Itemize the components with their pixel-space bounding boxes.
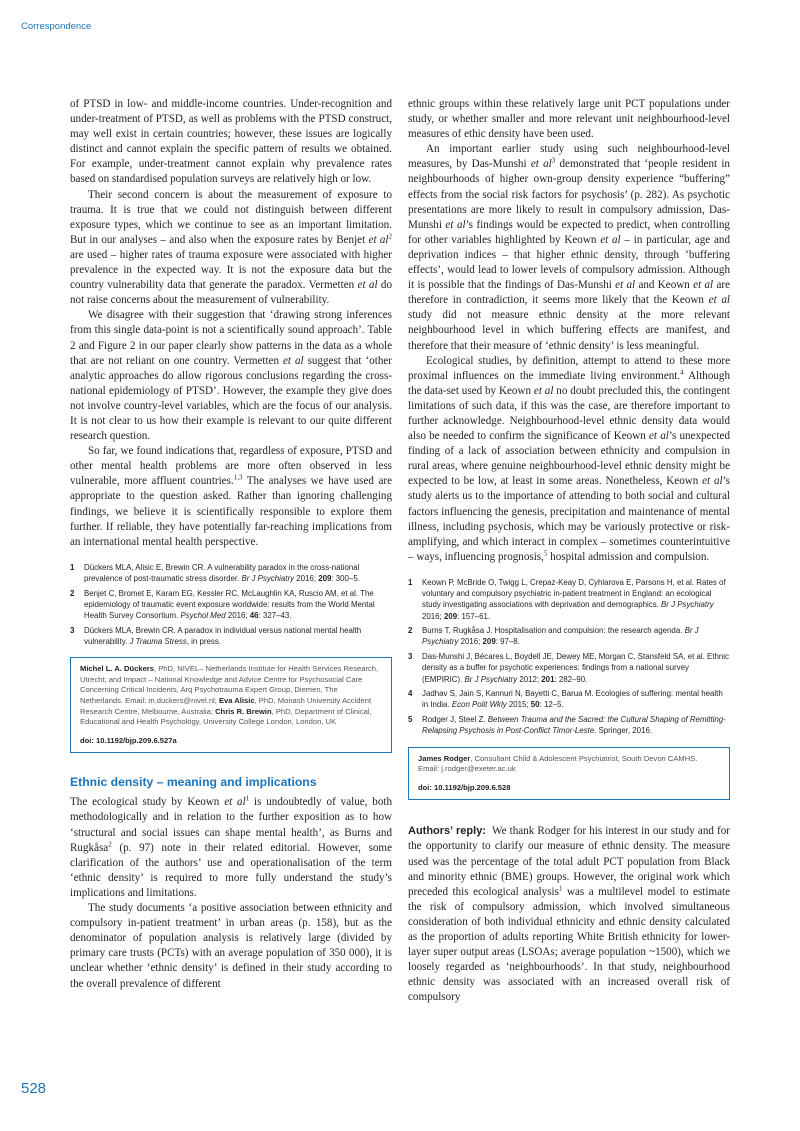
page-number: 528 xyxy=(21,1080,47,1097)
left-paragraph-1: of PTSD in low- and middle-income countries. Under-recognition and under-treatment of PTSD, as well as problems with the PTSD construct, may well exist in certain countries; however, these issues are logically distinct and cannot explain the specific pattern of results we obtained. For example, under-treatment cannot explain why prevalence rates based on standardised population surveys are relatively high or low. xyxy=(70,98,392,186)
author-affiliation-box xyxy=(408,747,730,801)
doi-label: doi: 10.1192/bjp.209.6.528 xyxy=(418,782,511,792)
reference-item: 2 Burns T, Rugkåsa J. Hospitalisation and compulsion: the research agenda. Br J Psychiatry 2016; 209: 97–8. xyxy=(408,626,699,647)
author-affiliations: James Rodger, Consultant Child & Adolescent Psychiatrist, South Devon CAMHS. Email: j.rodger@exeter.ac.uk xyxy=(418,753,698,774)
reference-item: 4 Jadhav S, Jain S, Kannuri N, Bayetti C, Barua M. Ecologies of suffering: mental health in India. Econ Polit Wkly 2015; 50: 12–5. xyxy=(408,689,723,710)
reference-item: 1 Keown P, McBride O, Twigg L, Crepaz-Keay D, Cyhlarova E, Parsons H, et al. Rates of voluntary and compulsory psychiatric in-patient treatment in England: an ecological study investigating associations with deprivation and demographics. Br J Psychiatry 2016; 209: 157–61. xyxy=(408,577,726,621)
doi-label: doi: 10.1192/bjp.209.6.527a xyxy=(80,735,177,745)
right-paragraph-3: Ecological studies, by definition, attempt to attend to these more proximal influences on the immediate living environment.$^4$ Although the data-set used by Keown et al no doubt precluded this, the contingent limitations of such data, if this was the case, are therefore important to further acknowledge. Neighbourhood-level ethnic density data would also be needed to confirm the significance of Keown et al’s unexpected finding of a lack of association between ethnicity and compulsion in rural areas, where genuine neighbourhood-level ethnic density might be expected to be low, at least in some areas. Nonetheless, Keown et al’s study alerts us to the importance of attending to both social and cultural factors influencing the genesis, precipitation and maintenance of mental illness, including psychosis, which may be variously protective or risk-amplifying, and which interact in complex – sometimes counterintuitive – ways, influencing prognosis,$^5$ hospital admission and compulsion. xyxy=(408,354,731,563)
right-references xyxy=(408,577,730,737)
author-affiliations: Michel L. A. Dückers, PhD, NIVEL– Netherlands Institute for Health Services Research, Utrecht; and Impact – National Knowledge and Advice Centre for Psychosocial Care Concerning Critical Incidents, Arq Psychotrauma Expert Group, Diemen, The Netherlands. Email: m.duckers@nivel.nl; Eva Alisic, PhD, Monash University Accident Research Centre, Melbourne, Australia; Chris R. Brewin, PhD, Department of Clinical, Educational and Health Psychology, University College London, London, UK xyxy=(80,664,379,727)
left-paragraph-2: Their second concern is about the measurement of exposure to trauma. It is true that we could not distinguish between different exposure types, which we continue to see as an important limitation. But in our analyses – and also when the exposure rates by Benjet et $al^2$ are used – higher rates of trauma exposure were associated with higher prevalence in the expected way. It is not the exposure data but the country vulnerability data that generate the paradox. Vermetten et al do not raise concerns about the measurement of vulnerability. xyxy=(70,188,392,307)
left-column xyxy=(70,97,392,992)
left-paragraph-5: The ecological study by Keown et $al^1$ is undoubtedly of value, both methodologically and in relation to the further exposition as to how ‘structural and social issues can shape mental health’, as Burns and Rugkåsa$^2$ (p. 97) note in their related editorial. However, some clarification of the authors’ use and operationalisation of the term ‘ethnic density’ is required to more fully understand the study’s implications and limitations. xyxy=(70,794,392,899)
left-paragraph-3: We disagree with their suggestion that ‘drawing strong inferences from this single data-point is not a scientifically sound approach’. Table 2 and Figure 2 in our paper clearly show patterns in the data as a whole that are not reliant on one country. Vermetten et al suggest that ‘other analytic approaches do allow rigorous conclusions regarding the cross-national epidemiology of PTSD’. However, the example they give does not involve country-level variables, which are the focus of our analysis. It is not clear to us how their example is relevant to our quite different research question. xyxy=(70,309,392,443)
left-paragraph-6: The study documents ‘a positive association between ethnicity and compulsory in-patient treatment’ in urban areas (p. 158), but as the denominator of population analysis is relatively large (divided by primary care trusts (PCTs) with an average population of 350 000), it is unclear whether ‘ethnic density’ is defined in their study according to the overall prevalence of different xyxy=(70,902,392,990)
right-column xyxy=(408,97,730,1005)
author-affiliation-box xyxy=(70,657,392,753)
authors-reply-paragraph: Authors’ reply: We thank Rodger for his interest in our study and for the opportunity to clarify our measure of ethnic density. The measure used was the percentage of the total adult PCT population from Black and minority ethnic (BME) groups. However, the original work which preceded this ecological analysis$^1$ was a multilevel model to estimate the risk of compulsory admission, which involved simultaneous consideration of both individual ethnicity and ethnic density calculated as the proportion of adults reporting White British ethnicity for lower-layer super output areas (LSOAs; average population ~1500), which we loosely regarded as ‘neighbourhoods’. In that study, neighbourhood ethnic density was associated with an increased overall risk of compulsory xyxy=(408,825,731,1004)
right-paragraph-2: An important earlier study using such neighbourhood-level measures, by Das-Munshi et $al^3$ demonstrated that ‘people resident in neighbourhoods of higher own-group density experience “buffering” effects from the social risk factors for psychosis’ (p. 282). As psychotic presentations are more likely to result in compulsory admission, Das-Munshi et al’s findings would be expected to predict, when controlling for other variables highlighted by Keown et al – in particular, age and deprivation indices – that higher ethnic density, through ‘buffering effects’, would lead to lower levels of compulsory admission. Although it is possible that the findings of Das-Munshi et al and Keown et al are therefore in contradiction, it seems more likely that the Keown et al study did not measure ethnic density at the more relevant neighbourhood level in which buffering effects are manifest, and therefore that their measure of ‘ethnic density’ is less meaningful. xyxy=(408,143,730,352)
section-label: Correspondence xyxy=(21,21,92,32)
reference-item: 5 Rodger J, Steel Z. Between Trauma and the Sacred: the Cultural Shaping of Remitting-Relapsing Psychosis in Post-Conflict Timor-Leste. Springer, 2016. xyxy=(408,715,726,736)
left-paragraph-4: So far, we found indications that, regardless of exposure, PTSD and other mental health problems are more often observed in less vulnerable, more affluent countries.$^{1,3}$ The analyses we have used are appropriate to the question asked. Rather than ignoring challenging findings, we believe it is scientifically responsible to explore them further. If reliable, they have potentially far-reaching implications from an international mental health perspective. xyxy=(70,445,392,548)
reference-item: 1 Dückers MLA, Alisic E, Brewin CR. A vulnerability paradox in the cross-national prevalence of post-traumatic stress disorder. Br J Psychiatry 2016; 209: 300–5. xyxy=(70,562,360,584)
article-heading: Ethnic density – meaning and implications xyxy=(70,775,317,790)
left-references xyxy=(70,562,392,647)
reply-label: Authors’ reply: xyxy=(408,825,486,838)
reference-item: 2 Benjet C, Bromet E, Karam EG, Kessler RC, McLaughlin KA, Ruscio AM, et al. The epidemiology of traumatic event exposure worldwide: results from the World Mental Health Survey Consortium. Psychol Med 2016; 46: 327–43. xyxy=(70,588,375,621)
reference-item: 3 Das-Munshi J, Bécares L, Boydell JE, Dewey ME, Morgan C, Stansfeld SA, et al. Ethnic density as a buffer for psychotic experiences: findings from a national survey (EMPIRIC). Br J Psychiatry 2012; 201: 282–90. xyxy=(408,652,729,684)
right-paragraph-1: ethnic groups within these relatively large unit PCT populations under study, or whether smaller and more relevant unit neighbourhood-level measures of ethic density have been used. xyxy=(408,98,730,141)
reference-item: 3 Dückers MLA, Brewin CR. A paradox in individual versus national mental health vulnerability. J Trauma Stress, in press. xyxy=(70,625,362,647)
